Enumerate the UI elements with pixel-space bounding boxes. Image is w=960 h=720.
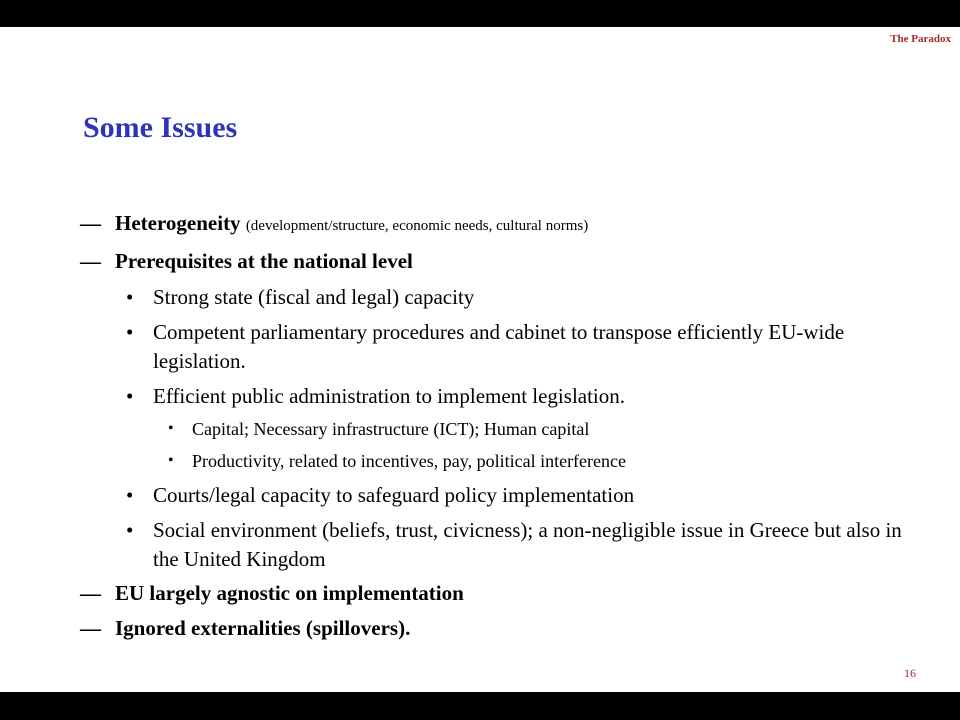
bullet-marker: • xyxy=(168,452,174,469)
list-item xyxy=(80,449,930,473)
bullet-marker: • xyxy=(126,320,134,344)
bullet-marker: • xyxy=(126,518,134,542)
item-text: Social environment (beliefs, trust, civicness); a non-negligible issue in Greece but also in the United Kingdom xyxy=(153,518,902,571)
list-item xyxy=(80,318,930,376)
bullet-marker: • xyxy=(126,483,134,507)
slide xyxy=(0,27,960,692)
dash-marker: — xyxy=(80,249,101,273)
item-text: Productivity, related to incentives, pay, political interference xyxy=(192,451,627,471)
item-note: (development/structure, economic needs, cultural norms) xyxy=(245,218,589,234)
item-heading: Prerequisites at the national level xyxy=(115,249,413,273)
dash-marker: — xyxy=(80,581,101,605)
item-heading: EU largely agnostic on implementation xyxy=(115,581,464,605)
list-item xyxy=(80,382,930,411)
list-item xyxy=(80,248,930,274)
item-text: Strong state (fiscal and legal) capacity xyxy=(153,285,475,309)
bullet-marker: • xyxy=(126,384,134,408)
item-text: Capital; Necessary infrastructure (ICT); Human capital xyxy=(192,419,590,439)
item-heading: Ignored externalities (spillovers). xyxy=(115,616,411,640)
list-item xyxy=(80,283,930,312)
section-label: The Paradox xyxy=(890,33,951,45)
letterbox-bottom xyxy=(0,692,960,720)
page-number: 16 xyxy=(904,666,916,680)
list-item xyxy=(80,580,930,606)
slide-title: Some Issues xyxy=(83,111,238,144)
bullet-marker: • xyxy=(126,285,134,309)
list-item xyxy=(80,417,930,441)
list-item xyxy=(80,481,930,510)
list-item xyxy=(80,615,930,641)
letterbox-top xyxy=(0,0,960,27)
dash-marker: — xyxy=(80,211,101,235)
item-text: Courts/legal capacity to safeguard policy implementation xyxy=(153,483,635,507)
list-item xyxy=(80,210,930,239)
bullet-list xyxy=(80,210,930,650)
item-text: Efficient public administration to implement legislation. xyxy=(153,384,626,408)
list-item xyxy=(80,516,930,574)
item-heading: Heterogeneity xyxy=(115,211,241,235)
dash-marker: — xyxy=(80,616,101,640)
bullet-marker: • xyxy=(168,420,174,437)
item-text: Competent parliamentary procedures and cabinet to transpose efficiently EU-wide legislation. xyxy=(153,320,845,373)
